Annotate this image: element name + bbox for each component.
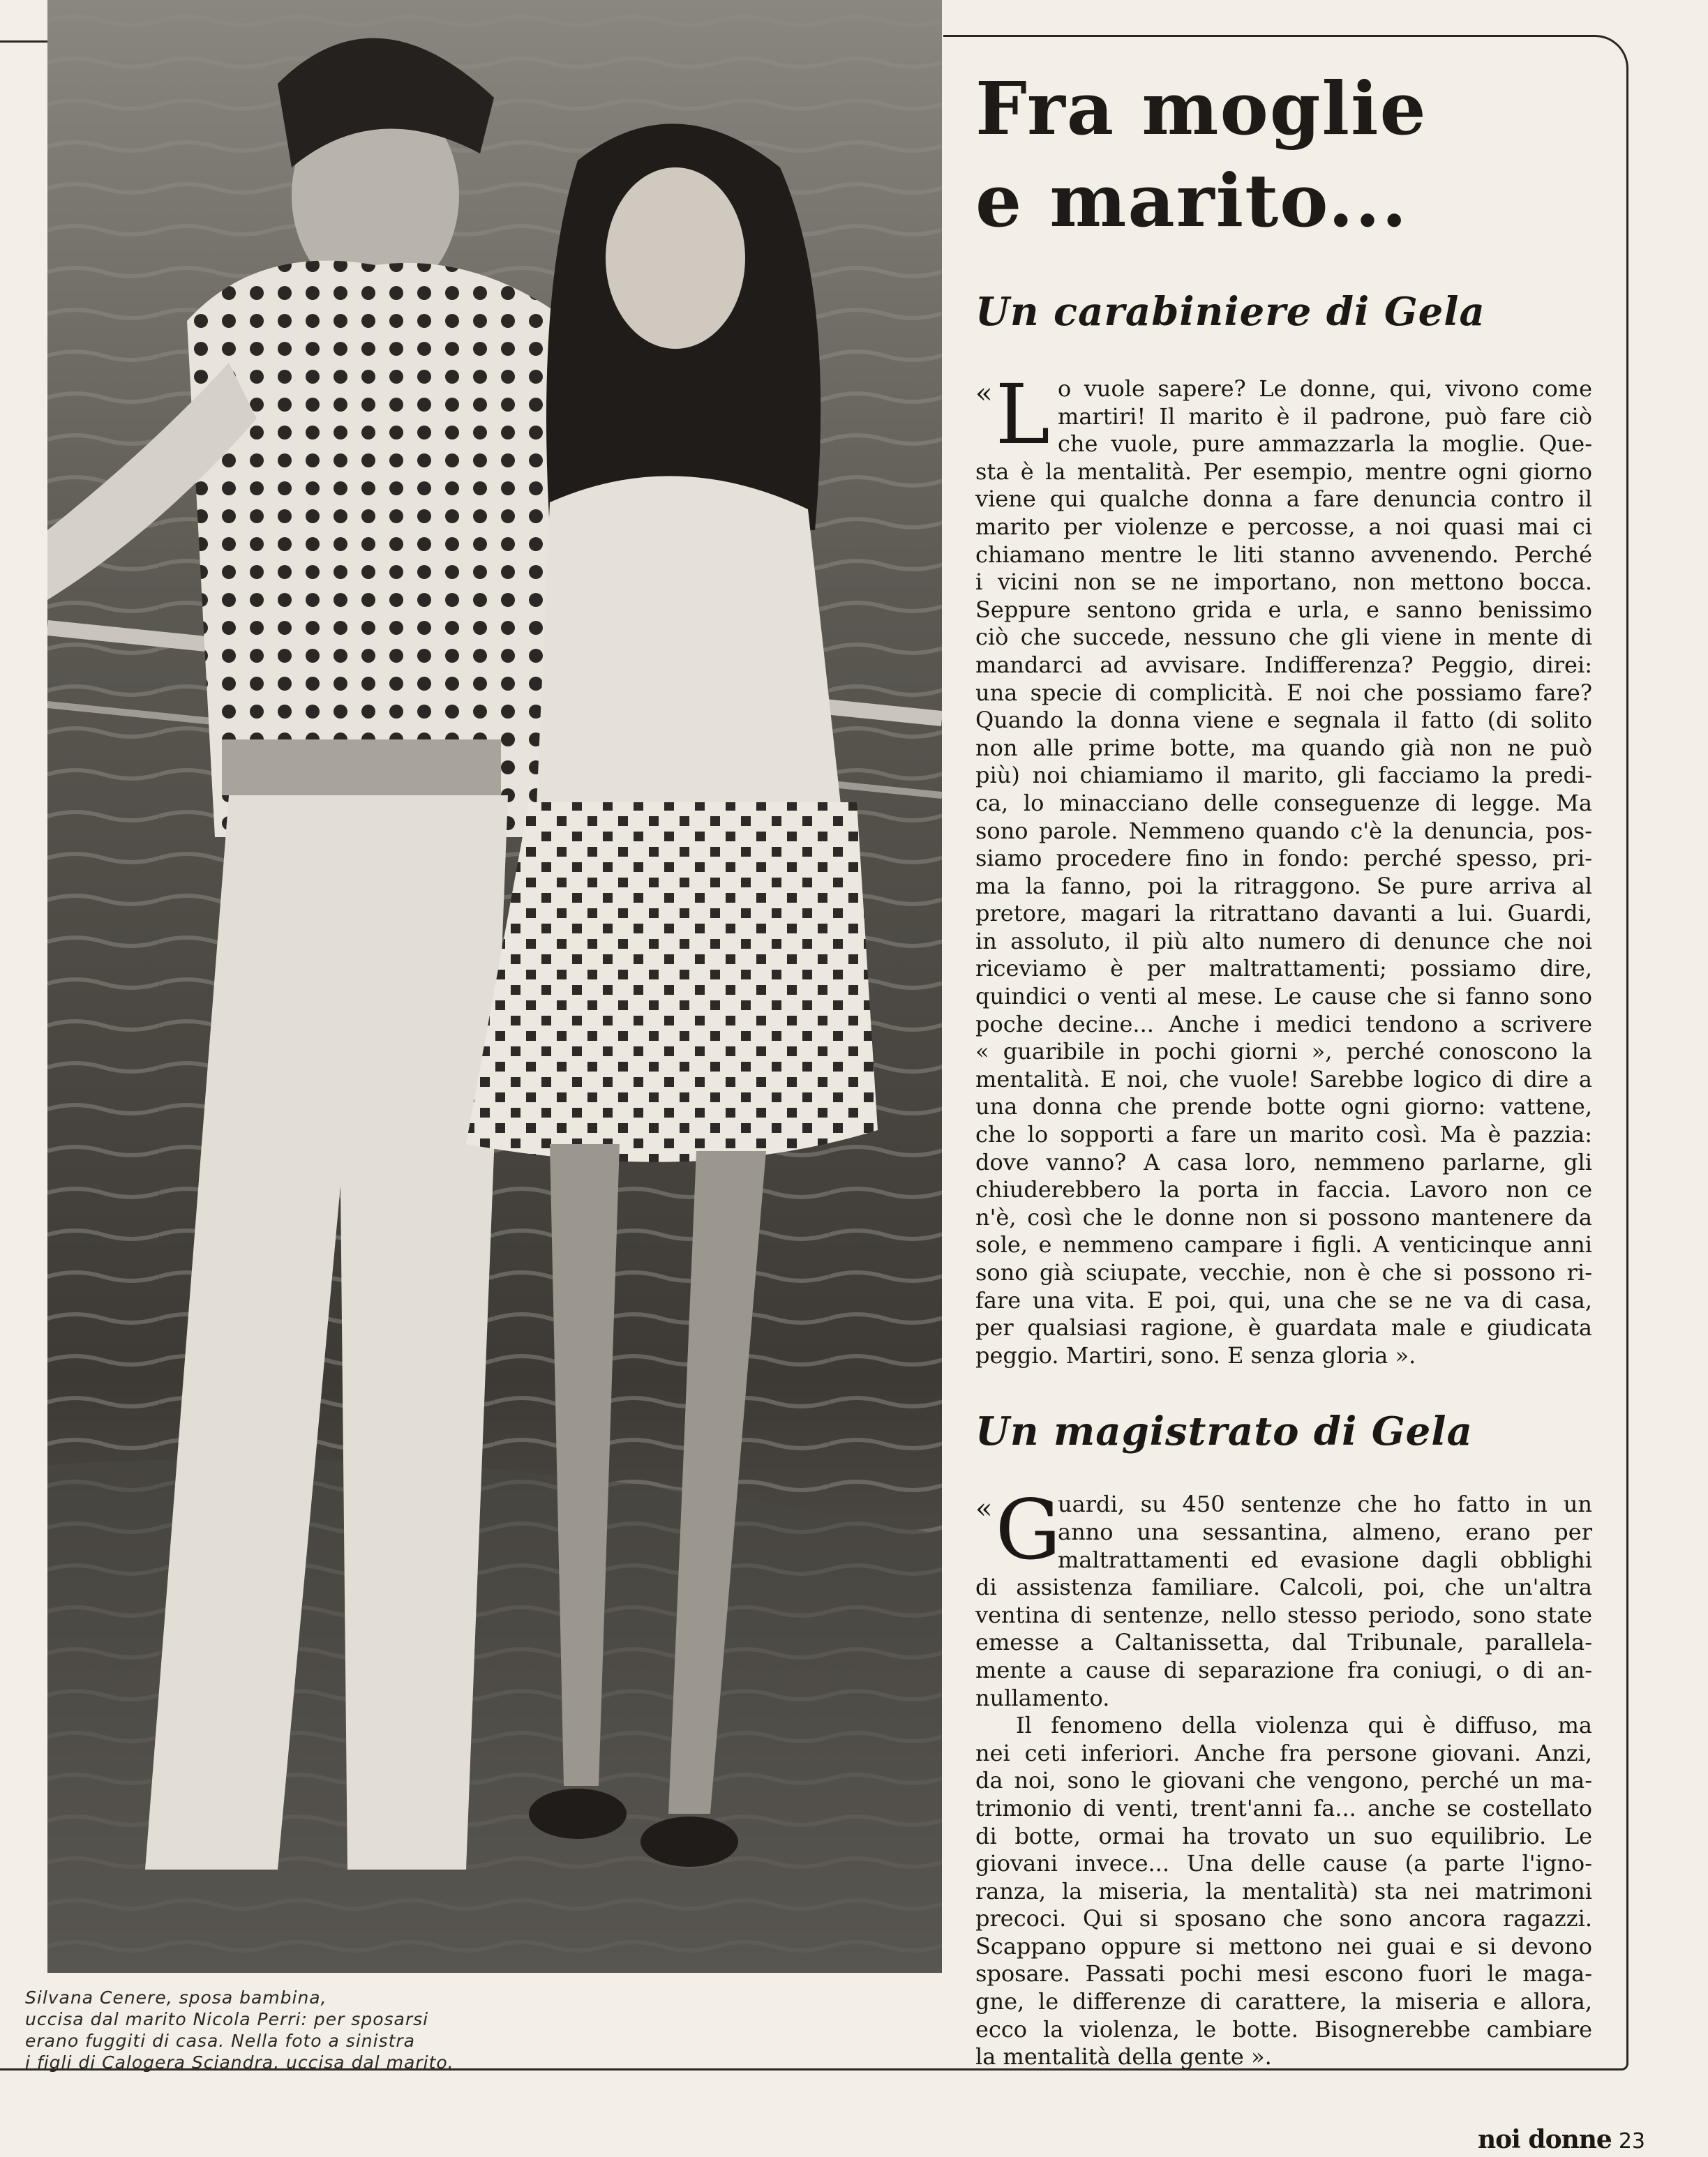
text-line: viene qui qualche donna a fare denuncia contro il	[975, 486, 1592, 513]
text-line: Il fenomeno della violenza qui è diffuso, ma	[1016, 1712, 1592, 1739]
page-number: 23	[1618, 2129, 1646, 2154]
text-line: i vicini non se ne importano, non mettono bocca.	[975, 569, 1592, 596]
page-footer	[1478, 2125, 1645, 2154]
open-quote: «	[975, 1493, 993, 1526]
text-line: nei ceti inferiori. Anche fra persone giovani. Anzi,	[975, 1739, 1592, 1766]
top-rule-left	[0, 40, 47, 43]
headline	[975, 63, 1592, 247]
caption-line: i figli di Calogera Sciandra, uccisa dal marito.	[25, 2052, 454, 2073]
section-title-carabiniere: Un carabiniere di Gela	[975, 289, 1485, 335]
text-line: sole, e nemmeno campare i figli. A venticinque anni	[975, 1231, 1592, 1258]
dropcap	[975, 1482, 1061, 1579]
text-line: sono parole. Nemmeno quando c'è la denuncia, pos-	[975, 817, 1592, 844]
text-line: « guaribile in pochi giorni », perché conoscono la	[975, 1038, 1592, 1065]
dropcap-letter: L	[995, 366, 1050, 463]
paragraph	[975, 1574, 1592, 1712]
text-line: anno una sessantina, almeno, erano per	[1058, 1518, 1592, 1545]
text-line: per qualsiasi ragione, è guardata male e giudicata	[975, 1314, 1592, 1341]
text-line: nullamento.	[975, 1684, 1110, 1711]
article	[975, 54, 1592, 2071]
text-line: marito per violenze e percosse, a noi quasi mai ci	[975, 513, 1592, 540]
paragraph	[975, 458, 1592, 1370]
text-line: chiuderebbero la porta in faccia. Lavoro non ce	[975, 1176, 1592, 1203]
text-line: non alle prime botte, ma quando già non ne può	[975, 734, 1592, 761]
text-line: mentalità. E noi, che vuole! Sarebbe logico di dire a	[975, 1065, 1592, 1092]
text-line: fare una vita. E poi, qui, una che se ne va di casa,	[975, 1286, 1592, 1314]
dropcap-letter: G	[995, 1482, 1061, 1579]
text-line: Quando la donna viene e segnala il fatto (di solito	[975, 707, 1592, 734]
text-line: trimonio di venti, trent'anni fa... anche se costellato	[975, 1794, 1592, 1821]
text-line: una specie di complicità. E noi che possiamo fare?	[975, 679, 1592, 706]
open-quote: «	[975, 377, 993, 409]
text-line: ma la fanno, poi la ritraggono. Se pure arriva al	[975, 872, 1592, 899]
text-line: da noi, sono le giovani che vengono, perché un ma-	[975, 1767, 1592, 1794]
caption-line: erano fuggiti di casa. Nella foto a sinistra	[25, 2031, 415, 2051]
text-line: ecco la violenza, le botte. Bisognerebbe cambiare	[975, 2015, 1592, 2043]
text-line: di botte, ormai ha trovato un suo equilibrio. Le	[975, 1822, 1592, 1849]
text-line: siamo procedere fino in fondo: perché spesso, pri-	[975, 845, 1592, 872]
photo-caption	[25, 1987, 765, 2073]
caption-line: Silvana Cenere, sposa bambina,	[25, 1987, 327, 2008]
text-line: mandarci ad avvisare. Indifferenza? Peggio, direi:	[975, 651, 1592, 678]
text-line: ca, lo minacciano delle conseguenze di legge. Ma	[975, 789, 1592, 816]
text-line: più) noi chiamiamo il marito, gli facciamo la predi-	[975, 762, 1592, 789]
text-line: ciò che succede, nessuno che gli viene in mente di	[975, 624, 1592, 651]
text-line: che lo sopporti a fare un marito così. Ma è pazzia:	[975, 1121, 1592, 1148]
text-line: pretore, magari la ritrattano davanti a lui. Guardi,	[975, 900, 1592, 927]
text-line: Seppure sentono grida e urla, e sanno benissimo	[975, 596, 1592, 623]
magazine-name: noi donne	[1478, 2125, 1612, 2154]
photo-illustration	[47, 0, 942, 1973]
dropcap-block	[975, 366, 1592, 463]
dropcap-block	[975, 1482, 1592, 1579]
text-line: in assoluto, il più alto numero di denunce che noi	[975, 927, 1592, 954]
text-line: giovani invece... Una delle cause (a parte l'igno-	[975, 1850, 1592, 1877]
text-line: maltrattamenti ed evasione dagli obblighi	[1058, 1546, 1592, 1573]
text-line: chiamano mentre le liti stanno avvenendo. Perché	[975, 541, 1592, 568]
text-line: poche decine... Anche i medici tendono a scrivere	[975, 1010, 1592, 1037]
text-line: di assistenza familiare. Calcoli, poi, che un'altra	[975, 1574, 1592, 1601]
section-body-carabiniere	[975, 366, 1592, 1369]
caption-line: uccisa dal marito Nicola Perri: per sposarsi	[25, 2009, 429, 2029]
text-line: sono già sciupate, vecchie, non è che si possono ri-	[975, 1259, 1592, 1286]
article-photo	[47, 0, 942, 1973]
text-line: mente a cause di separazione fra coniugi, o di an-	[975, 1656, 1592, 1683]
section-body-magistrato	[975, 1482, 1592, 2070]
headline-line: e marito...	[975, 158, 1409, 243]
paragraph	[975, 1712, 1592, 2071]
text-line: ventina di sentenze, nello stesso periodo, sono state	[975, 1601, 1592, 1628]
text-line: che vuole, pure ammazzarla la moglie. Que-	[1058, 430, 1592, 458]
text-line: ranza, la miseria, la mentalità) sta nei matrimoni	[975, 1877, 1592, 1904]
text-line: Scappano oppure si mettono nei guai e si devono	[975, 1932, 1592, 1960]
text-line: riceviamo è per maltrattamenti; possiamo dire,	[975, 955, 1592, 982]
headline-line: Fra moglie	[975, 66, 1428, 151]
text-line: emesse a Caltanissetta, dal Tribunale, parallela-	[975, 1629, 1592, 1656]
text-line: o vuole sapere? Le donne, qui, vivono come	[1058, 375, 1592, 402]
text-line: dove vanno? A casa loro, nemmeno parlarne, gli	[975, 1148, 1592, 1175]
text-line: peggio. Martiri, sono. E senza gloria ».	[975, 1341, 1416, 1369]
text-line: la mentalità della gente ».	[975, 2043, 1272, 2070]
text-line: n'è, così che le donne non si possono mantenere da	[975, 1203, 1592, 1231]
text-line: precoci. Qui si sposano che sono ancora ragazzi.	[975, 1905, 1592, 1932]
dropcap	[975, 366, 1058, 463]
text-line: uardi, su 450 sentenze che ho fatto in un	[1058, 1491, 1592, 1518]
text-line: martiri! Il marito è il padrone, può fare ciò	[1058, 403, 1592, 430]
text-line: una donna che prende botte ogni giorno: vattene,	[975, 1093, 1592, 1120]
text-line: sta è la mentalità. Per esempio, mentre ogni giorno	[975, 458, 1592, 485]
text-line: sposare. Passati pochi mesi escono fuori le maga-	[975, 1960, 1592, 1987]
text-line: gne, le differenze di carattere, la miseria e allora,	[975, 1988, 1592, 2015]
text-line: quindici o venti al mese. Le cause che si fanno sono	[975, 983, 1592, 1010]
section-title-magistrato: Un magistrato di Gela	[975, 1408, 1473, 1455]
